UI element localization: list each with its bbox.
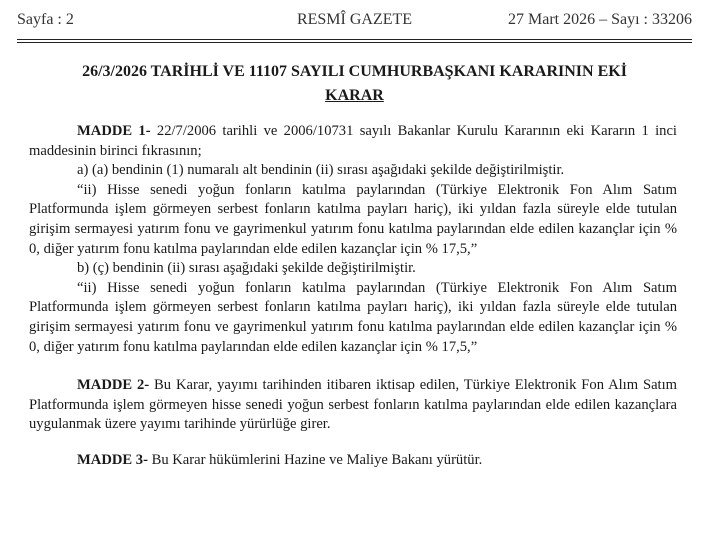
- header-rule-top: [17, 39, 692, 40]
- title-line-2: KARAR: [325, 87, 384, 104]
- title-line-1: 26/3/2026 TARİHLİ VE 11107 SAYILI CUMHURBAŞKANI KARARININ EKİ: [82, 63, 627, 80]
- article-3: [29, 451, 677, 471]
- issue-date: 27 Mart 2026 – Sayı : 33206: [508, 11, 692, 28]
- page-number: Sayfa : 2: [17, 11, 74, 28]
- article-2: [29, 376, 677, 435]
- article-1-item-b: b) (ç) bendinin (ii) sırası aşağıdaki şekilde değiştirilmiştir.: [77, 260, 416, 277]
- article-1-item-a-text: “ii) Hisse senedi yoğun fonların katılma paylarından (Türkiye Elektronik Fon Alım Satım Platformunda işlem görmeyen serbest fonların katılma payları hariç), iki yıldan fazla süreyle elde tutulan girişim sermayesi yatırım fonu ve gayrimenkul yatırım fonu katılma paylarından elde edilen kazançlar için % 0, diğer yatırım fonu katılma paylarından elde edilen kazançlar için % 17,5,”: [29, 181, 677, 257]
- paragraph-gap: [29, 357, 677, 376]
- paragraph-gap: [29, 435, 677, 451]
- article-1-item-b-text: “ii) Hisse senedi yoğun fonların katılma paylarından (Türkiye Elektronik Fon Alım Satım Platformunda işlem görmeyen serbest fonların katılma payları hariç), iki yıldan fazla süreyle elde tutulan girişim sermayesi yatırım fonu ve gayrimenkul yatırım fonu katılma paylarından elde edilen kazançlar için % 0, diğer yatırım fonu katılma paylarından elde edilen kazançlar için % 17,5,”: [29, 279, 677, 355]
- article-2-label: MADDE 2-: [77, 377, 150, 394]
- article-2-text: Bu Karar, yayımı tarihinden itibaren iktisap edilen, Türkiye Elektronik Fon Alım Satım Platformunda işlem görmeyen hisse senedi yoğun serbest fonların katılma paylarından elde edilen kazançlara uygulanmak üzere yayımı tarihinde yürürlüğe girer.: [29, 377, 678, 433]
- document-body: [29, 122, 677, 471]
- gazette-name: RESMÎ GAZETE: [296, 11, 413, 28]
- article-1-item-a: a) (a) bendinin (1) numaralı alt bendinin (ii) sırası aşağıdaki şekilde değiştirilmiştir.: [77, 162, 565, 179]
- article-1-label: MADDE 1-: [77, 123, 151, 139]
- header-rule-bottom: [17, 42, 692, 43]
- article-1: [29, 122, 677, 161]
- document-title: [20, 60, 689, 108]
- article-3-text: Bu Karar hükümlerini Hazine ve Maliye Bakanı yürütür.: [147, 451, 483, 468]
- article-1-intro: 22/7/2006 tarihli ve 2006/10731 sayılı Bakanlar Kurulu Kararının eki Kararın 1 inci maddesinin birinci fıkrasının;: [29, 123, 677, 159]
- gazette-header: [17, 11, 692, 37]
- article-3-label: MADDE 3-: [77, 451, 148, 468]
